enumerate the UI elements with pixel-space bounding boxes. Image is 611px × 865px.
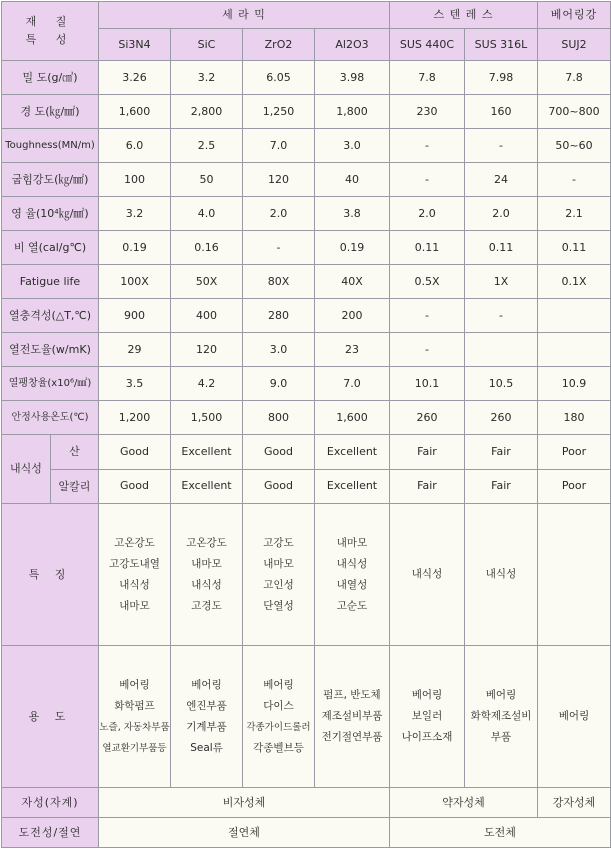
material-properties-table	[1, 1, 611, 848]
table-cell: 4.0	[171, 197, 243, 231]
table-cell: 100	[99, 163, 171, 197]
use-item: Seal류	[190, 741, 223, 754]
conductivity-ceramic: 절연체	[99, 818, 390, 848]
corner-header	[2, 2, 99, 61]
table-row	[2, 95, 611, 129]
table-cell: 50~60	[538, 129, 611, 163]
table-row	[2, 197, 611, 231]
feature-item: 고순도	[336, 599, 368, 612]
feature-cell	[315, 504, 390, 646]
table-cell: 400	[171, 299, 243, 333]
table-cell: 1,250	[243, 95, 315, 129]
table-cell: 1X	[465, 265, 538, 299]
use-item: 각종가이드롤러	[246, 721, 311, 733]
corrosion-acid-row	[2, 435, 611, 470]
material-sic: SiC	[171, 29, 243, 61]
table-cell: -	[390, 129, 465, 163]
table-row	[2, 401, 611, 435]
feature-item: 내식성	[191, 578, 222, 591]
table-cell: 2.0	[243, 197, 315, 231]
table-cell: 260	[465, 401, 538, 435]
table-cell: 6.05	[243, 61, 315, 95]
feature-cell	[99, 504, 171, 646]
use-cell	[390, 646, 465, 788]
use-item: 화학펌프	[114, 699, 155, 712]
table-cell: 2,800	[171, 95, 243, 129]
use-cell	[315, 646, 390, 788]
use-cell	[538, 646, 611, 788]
alkali-label: 알칼리	[58, 479, 91, 493]
table-cell: 3.26	[99, 61, 171, 95]
feature-cell	[390, 504, 465, 646]
table-cell: 6.0	[99, 129, 171, 163]
corrosion-label: 내식성	[2, 435, 51, 503]
conductivity-label: 도전성/절연	[2, 818, 99, 848]
use-item: 베어링	[411, 689, 443, 701]
row-label: 안정사용온도(℃)	[2, 401, 99, 435]
table-cell: 0.19	[99, 231, 171, 265]
feature-item: 고인성	[263, 578, 294, 591]
table-cell: -	[390, 299, 465, 333]
table-cell: -	[390, 163, 465, 197]
use-item: 베어링	[485, 689, 517, 701]
table-cell: 7.8	[538, 61, 611, 95]
magnetism-stainless: 약자성체	[390, 788, 538, 818]
use-item: 엔진부품	[186, 699, 227, 712]
row-label: 열충격성(△T,℃)	[2, 299, 99, 333]
table-cell: Excellent	[315, 435, 390, 470]
use-cell	[171, 646, 243, 788]
feature-item: 내식성	[411, 568, 443, 580]
table-cell: 2.1	[538, 197, 611, 231]
table-row	[2, 163, 611, 197]
table-cell: 40X	[315, 265, 390, 299]
table-cell: 50	[171, 163, 243, 197]
conductivity-row	[2, 818, 611, 848]
table-row	[2, 265, 611, 299]
table-cell: 200	[315, 299, 390, 333]
table-cell: Excellent	[171, 469, 243, 504]
table-cell: 10.1	[390, 367, 465, 401]
table-cell: Fair	[465, 469, 538, 504]
table-cell: -	[465, 299, 538, 333]
table-cell: 50X	[171, 265, 243, 299]
uses-row	[2, 646, 611, 788]
magnetism-bearing: 강자성체	[538, 788, 611, 818]
magnetism-row	[2, 788, 611, 818]
table-row	[2, 299, 611, 333]
feature-cell	[465, 504, 538, 646]
magnetism-label: 자성(자계)	[2, 788, 99, 818]
table-cell: 1,800	[315, 95, 390, 129]
use-item: 부품	[490, 731, 512, 743]
feature-item: 내마모	[119, 599, 150, 612]
feature-cell	[171, 504, 243, 646]
material-suj2: SUJ2	[538, 29, 611, 61]
row-label: Fatigue life	[2, 265, 99, 299]
use-item: 베어링	[558, 710, 590, 722]
table-cell: 0.11	[538, 231, 611, 265]
material-sus440c: SUS 440C	[390, 29, 465, 61]
acid-label: 산	[51, 435, 98, 470]
table-cell: 1,500	[171, 401, 243, 435]
table-cell: 23	[315, 333, 390, 367]
table-cell: 280	[243, 299, 315, 333]
use-item: 다이스	[263, 699, 294, 712]
table-cell: Fair	[390, 469, 465, 504]
feature-item: 고강도	[263, 536, 294, 549]
use-item: 베어링	[119, 678, 150, 691]
table-cell: Poor	[538, 435, 611, 470]
feature-item: 고강도내열	[109, 557, 160, 570]
group-stainless: 스 텐 레 스	[390, 2, 538, 29]
table-cell	[538, 333, 611, 367]
use-item: 전기절연부품	[321, 731, 383, 743]
table-cell: 0.19	[315, 231, 390, 265]
table-cell: Good	[243, 435, 315, 470]
table-cell: 7.98	[465, 61, 538, 95]
table-cell: Excellent	[171, 435, 243, 470]
use-item: 보일러	[411, 710, 443, 722]
table-cell: 7.8	[390, 61, 465, 95]
feature-item: 내열성	[336, 578, 368, 591]
table-cell: Fair	[465, 435, 538, 470]
table-cell: 7.0	[243, 129, 315, 163]
row-label: 비 열(cal/g℃)	[2, 231, 99, 265]
header-group-row	[2, 2, 611, 29]
table-cell: 3.5	[99, 367, 171, 401]
table-row	[2, 333, 611, 367]
use-item: 화학제조설비	[470, 710, 532, 722]
feature-item: 고경도	[191, 599, 222, 612]
table-cell	[538, 299, 611, 333]
table-cell: 29	[99, 333, 171, 367]
feature-item: 내식성	[119, 578, 150, 591]
table-cell: 3.2	[171, 61, 243, 95]
use-cell	[465, 646, 538, 788]
table-cell: 24	[465, 163, 538, 197]
table-cell: Fair	[390, 435, 465, 470]
table-cell: 260	[390, 401, 465, 435]
feature-cell	[243, 504, 315, 646]
table-cell: 120	[171, 333, 243, 367]
table-row	[2, 61, 611, 95]
table-cell: 3.0	[243, 333, 315, 367]
table-cell: 100X	[99, 265, 171, 299]
table-cell: Poor	[538, 469, 611, 504]
table-cell: 10.5	[465, 367, 538, 401]
feature-item: 내마모	[336, 536, 368, 549]
use-item: 베어링	[191, 678, 222, 691]
table-cell: -	[538, 163, 611, 197]
table-cell: Good	[243, 469, 315, 504]
row-label: 영 율(10⁴㎏/㎟)	[2, 197, 99, 231]
table-cell: 4.2	[171, 367, 243, 401]
table-cell: 120	[243, 163, 315, 197]
use-item: 열교환기부품등	[102, 742, 167, 754]
feature-item: 고온강도	[114, 536, 155, 549]
table-cell: 900	[99, 299, 171, 333]
use-item: 나이프소재	[401, 731, 453, 743]
corner-line-property: 특 성	[25, 33, 75, 46]
uses-label: 용 도	[2, 646, 99, 788]
use-cell	[243, 646, 315, 788]
material-sus316l: SUS 316L	[465, 29, 538, 61]
table-cell: Good	[99, 435, 171, 470]
table-cell: -	[390, 333, 465, 367]
table-cell: 1,200	[99, 401, 171, 435]
table-row	[2, 231, 611, 265]
table-cell: 800	[243, 401, 315, 435]
table-cell: 0.16	[171, 231, 243, 265]
feature-item: 내마모	[191, 557, 222, 570]
table-cell: 10.9	[538, 367, 611, 401]
material-zro2: ZrO2	[243, 29, 315, 61]
row-label: Toughness(MN/m)	[2, 129, 99, 163]
row-label: 경 도(㎏/㎟)	[2, 95, 99, 129]
table-cell: Good	[99, 469, 171, 504]
table-cell: 9.0	[243, 367, 315, 401]
table-cell: 2.0	[390, 197, 465, 231]
table-cell: 2.0	[465, 197, 538, 231]
row-label: 열전도율(w/mK)	[2, 333, 99, 367]
table-cell: Excellent	[315, 469, 390, 504]
row-label: 밀 도(g/㎤)	[2, 61, 99, 95]
table-cell: 3.0	[315, 129, 390, 163]
feature-item: 고온강도	[186, 536, 227, 549]
use-item: 펌프, 반도체	[323, 689, 381, 701]
table-row	[2, 367, 611, 401]
use-item: 제조설비부품	[321, 710, 383, 722]
use-cell	[99, 646, 171, 788]
table-cell: 180	[538, 401, 611, 435]
table-row	[2, 129, 611, 163]
feature-cell	[538, 504, 611, 646]
table-cell: 7.0	[315, 367, 390, 401]
use-item: 기계부품	[186, 720, 227, 733]
feature-item: 내식성	[485, 568, 517, 580]
use-item: 노즐, 자동차부품	[99, 721, 170, 733]
features-row	[2, 504, 611, 646]
features-label: 특 징	[2, 504, 99, 646]
feature-item: 내식성	[336, 557, 368, 570]
row-label: 굽힘강도(㎏/㎟)	[2, 163, 99, 197]
table-cell: 230	[390, 95, 465, 129]
group-ceramic: 세 라 믹	[99, 2, 390, 29]
table-cell: 0.11	[390, 231, 465, 265]
conductivity-metal: 도전체	[390, 818, 611, 848]
use-item: 베어링	[263, 678, 294, 691]
table-cell: 3.8	[315, 197, 390, 231]
table-cell: 700~800	[538, 95, 611, 129]
magnetism-ceramic: 비자성체	[99, 788, 390, 818]
row-label: 열팽창율(x10⁶/㎟)	[2, 367, 99, 401]
table-cell: 1,600	[99, 95, 171, 129]
group-bearing-steel: 베어링강	[538, 2, 611, 29]
table-cell: 3.2	[99, 197, 171, 231]
table-cell: 0.1X	[538, 265, 611, 299]
table-cell: 40	[315, 163, 390, 197]
table-cell: 0.5X	[390, 265, 465, 299]
table-cell: 0.11	[465, 231, 538, 265]
table-cell: 1,600	[315, 401, 390, 435]
use-item: 각종벨브등	[253, 741, 304, 754]
table-cell	[465, 333, 538, 367]
feature-item: 내마모	[263, 557, 294, 570]
table-cell: 80X	[243, 265, 315, 299]
corrosion-label-cell	[2, 435, 99, 504]
table-cell: 160	[465, 95, 538, 129]
material-si3n4: Si3N4	[99, 29, 171, 61]
corner-line-material: 재 질	[25, 15, 75, 28]
table-cell: -	[465, 129, 538, 163]
feature-item: 단열성	[263, 599, 294, 612]
material-al2o3: Al2O3	[315, 29, 390, 61]
table-cell: -	[243, 231, 315, 265]
table-cell: 3.98	[315, 61, 390, 95]
table-cell: 2.5	[171, 129, 243, 163]
